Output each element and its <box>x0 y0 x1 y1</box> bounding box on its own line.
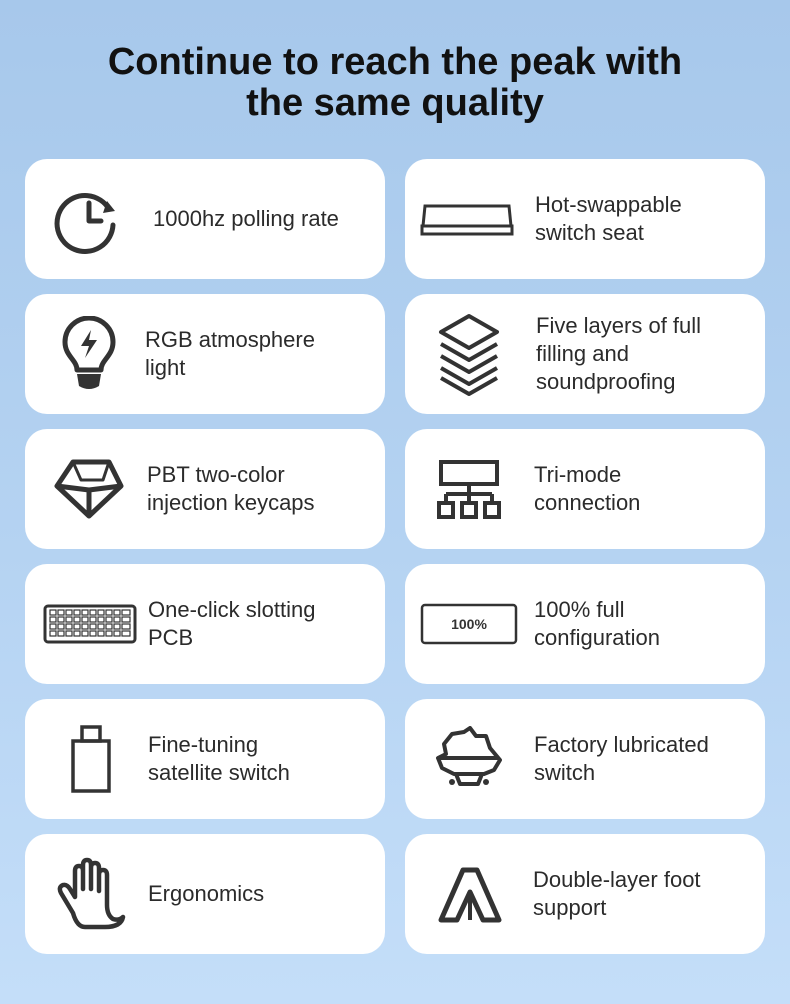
feature-card-rgb-light <box>25 294 385 414</box>
feature-card-hot-swappable <box>405 159 765 279</box>
full-size-icon <box>420 602 518 646</box>
feature-label: Ergonomics <box>148 881 265 906</box>
feature-label: 100% full configuration <box>534 597 660 650</box>
satellite-switch-icon <box>69 724 113 794</box>
feature-label: RGB atmosphere light <box>145 327 315 380</box>
feature-card-five-layers <box>405 294 765 414</box>
feature-label: Double-layer foot support <box>533 867 701 920</box>
feature-card-slotting-pcb <box>25 564 385 684</box>
keycap-icon <box>53 456 125 522</box>
feature-card-polling-rate <box>25 159 385 279</box>
clock-icon <box>53 183 125 255</box>
lightbulb-icon <box>59 316 119 396</box>
feature-label: 1000hz polling rate <box>153 206 339 231</box>
feature-card-ergonomics <box>25 834 385 954</box>
feature-label: Fine-tuning satellite switch <box>148 732 290 785</box>
layers-icon <box>437 312 501 396</box>
feature-card-lubricated-switch <box>405 699 765 819</box>
feature-card-foot-support <box>405 834 765 954</box>
switch-seat-icon <box>419 200 515 240</box>
hand-icon <box>53 857 127 931</box>
feature-label: PBT two-color injection keycaps <box>147 462 315 515</box>
foot-support-icon <box>437 866 503 924</box>
page-title: Continue to reach the peak with the same quality <box>107 41 683 124</box>
feature-label: One-click slotting PCB <box>148 597 316 650</box>
feature-label: Hot-swappable switch seat <box>535 192 682 245</box>
network-icon <box>435 459 503 521</box>
feature-card-full-configuration <box>405 564 765 684</box>
feature-label: Five layers of full filling and soundproofing <box>536 313 702 394</box>
feature-card-satellite-switch <box>25 699 385 819</box>
keyboard-icon <box>43 604 137 644</box>
feature-label: Tri-mode connection <box>534 462 641 515</box>
full-size-badge-text: 100% <box>451 616 487 632</box>
feature-label: Factory lubricated switch <box>534 732 709 785</box>
lubricated-switch-icon <box>434 726 504 792</box>
feature-card-pbt-keycaps <box>25 429 385 549</box>
feature-card-tri-mode <box>405 429 765 549</box>
